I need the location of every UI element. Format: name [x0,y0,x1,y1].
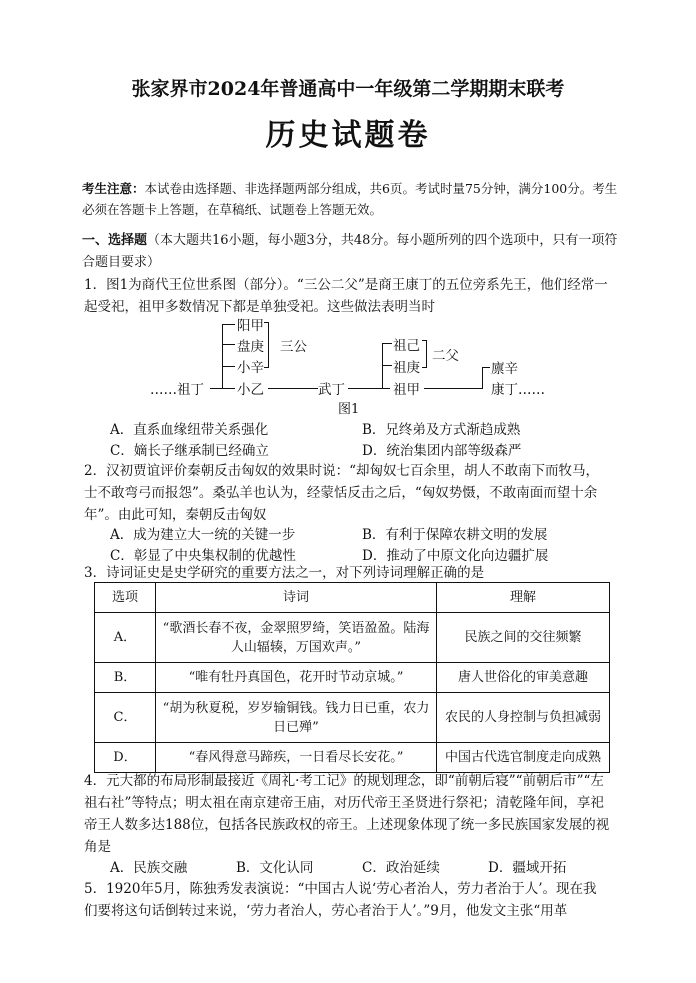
table-header-cell: 诗词 [156,583,437,613]
q2-option-b: B．有利于保障农耕文明的发展 [362,527,548,543]
q2-option-d: D．推动了中原文化向边疆扩展 [362,548,549,564]
question-3-stem: 3．诗词证史是史学研究的重要方法之一，对下列诗词理解正确的是 [84,565,485,581]
table-cell-option: A． [95,613,156,663]
question-1-stem: 1．图1为商代王位世系图（部分）。“三公二父”是商王康丁的五位旁系先王，他们经常一起受祀，祖甲多数情况下都是单独受祀。这些做法表明当时 [84,277,608,315]
tree-node-zujia: 祖甲 [393,382,420,398]
table-cell-meaning: 农民的人身控制与负担减弱 [437,693,610,743]
q2-option-c: C．彰显了中央集权制的优越性 [110,548,296,564]
table-cell-meaning: 唐人世俗化的审美意趣 [437,663,610,693]
tree-node-zugeng: 祖庚 [393,360,420,376]
tree-node-xiaoxin: 小辛 [237,360,264,376]
notice-text: 本试卷由选择题、非选择题两部分组成，共6页。考试时量75分钟，满分100分。考生必须在答题卡上答题，在草稿纸、试题卷上答题无效。 [82,181,618,217]
table-header-cell: 选项 [95,583,156,613]
q4-option-d: D．疆域开拓 [488,860,567,876]
table-cell-option: D． [95,743,156,773]
table-header-cell: 理解 [437,583,610,613]
q1-option-b: B．兄终弟及方式渐趋成熟 [362,422,521,438]
q1-option-c: C．嫡长子继承制已经确立 [110,443,269,459]
table-row [95,693,610,743]
table-row [95,613,610,663]
figure-caption: 图1 [338,402,360,417]
tree-label-erfu: 二父 [432,348,459,364]
table-row [95,743,610,773]
notice-label: 考生注意： [82,181,145,196]
question-5-stem: 5．1920年5月，陈独秀发表演说：“中国古人说‘劳心者治人，劳力者治于人’。现在我们要将这句话倒转过来说，‘劳力者治人，劳心者治于人’。”9月，他发文主张“用革 [84,881,597,919]
exam-subtitle: 历史试题卷 [265,118,431,153]
exam-header: 张家界市2024年普通高中一年级第二学期期末联考 [131,78,565,100]
question-2-stem: 2．汉初贾谊评价秦朝反击匈奴的效果时说：“却匈奴七百余里，胡人不敢南下而牧马，士不敢弯弓而报怨”。桑弘羊也认为，经蒙恬反击之后，“匈奴势慑，不敢南面而望十余年”。由此可知，秦朝反击匈奴 [84,463,599,523]
q3-table [94,582,610,773]
tree-label-sangong: 三公 [280,339,307,355]
section-label: 一、选择题 [82,233,148,248]
q1-option-a: A．直系血缘纽带关系强化 [110,422,269,438]
tree-node-zuding: ……祖丁 [150,382,204,398]
tree-node-xiaoyi: 小乙 [237,382,264,398]
q1-option-d: D．统治集团内部等级森严 [362,443,522,459]
exam-notice [82,178,622,220]
tree-node-wuding: 武丁 [318,382,345,398]
table-cell-option: C． [95,693,156,743]
table-cell-option: B． [95,663,156,693]
table-header-row [95,583,610,613]
table-cell-poem: “胡为秋夏税，岁岁输铜钱。钱力日已重，农力日已殚” [156,693,437,743]
table-cell-poem: “春风得意马蹄疾，一日看尽长安花。” [156,743,437,773]
q4-option-a: A．民族交融 [110,860,188,876]
question-4-stem: 4．元大都的布局形制最接近《周礼·考工记》的规划理念，即“前朝后寝”“前朝后市”“左祖右社”等特点；明太祖在南京建帝王庙，对历代帝王圣贤进行祭祀；清乾隆年间，享祀帝王人数多达188位，包括各民族政权的帝王。上述现象体现了统一多民族国家发展的视角是 [84,773,610,855]
section-instructions: （本大题共16小题，每小题3分，共48分。每小题所列的四个选项中，只有一项符合题目要求） [82,233,618,270]
table-cell-meaning: 民族之间的交往频繁 [437,613,610,663]
tree-node-linxin: 廪辛 [491,361,518,377]
q4-option-c: C．政治延续 [362,860,440,876]
tree-node-pangeng: 盘庚 [237,339,264,355]
table-cell-poem: “唯有牡丹真国色，花开时节动京城。” [156,663,437,693]
q2-option-a: A．成为建立大一统的关键一步 [110,527,296,543]
section-heading [82,230,622,274]
q4-option-b: B．文化认同 [236,860,314,876]
table-cell-poem: “歌酒长春不夜，金翠照罗绮，笑语盈盈。陆海人山辐辏，万国欢声。” [156,613,437,663]
tree-node-kangding: 康丁…… [491,382,545,398]
table-row [95,663,610,693]
tree-node-yangjia: 阳甲 [237,318,264,334]
table-cell-meaning: 中国古代选官制度走向成熟 [437,743,610,773]
tree-node-zuji: 祖己 [393,338,420,354]
